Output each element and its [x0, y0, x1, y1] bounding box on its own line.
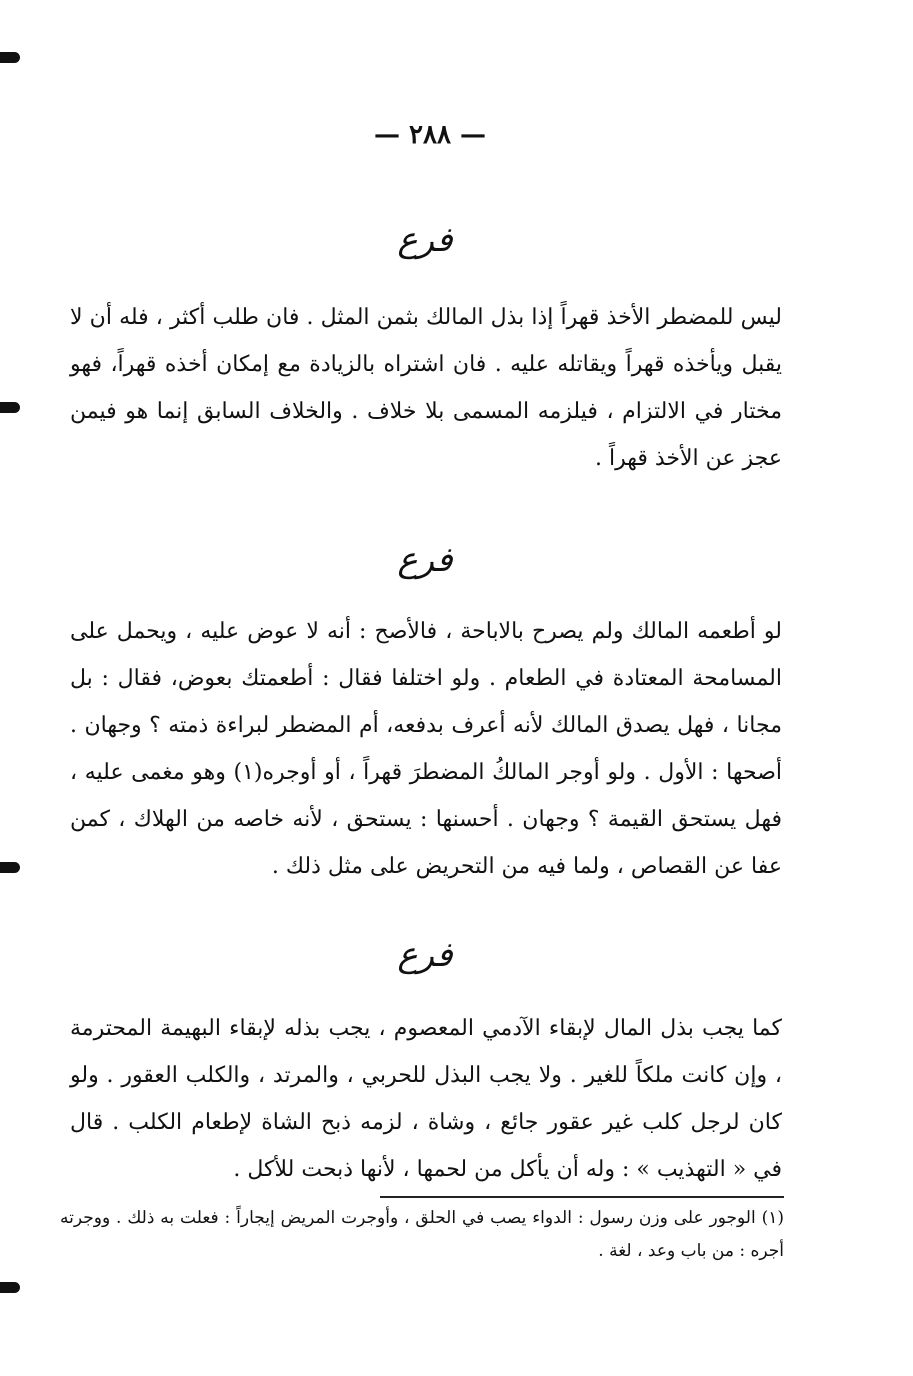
page-number: — ٢٨٨ — — [373, 120, 487, 150]
section-paragraph: لو أطعمه المالك ولم يصرح بالاباحة ، فالأصح : أنه لا عوض عليه ، ويحمل على المسامحة المعتادة في الطعام . ولو اختلفا فقال : أطعمتك بعوض، فقال : بل مجانا ، فهل يصدق المالك لأنه أعرف بدفعه، أم المضطر لبراءة ذمته ؟ وجهان . أصحها : الأول . ولو أوجر المالكُ المضطرَ قهراً ، أو أوجره(١) وهو مغمى عليه ، فهل يستحق القيمة ؟ وجهان . أحسنها : يستحق ، لأنه خاصه من الهلاك ، كمن عفا عن القصاص ، ولما فيه من التحريض على مثل ذلك . — [70, 619, 782, 879]
section-paragraph: ليس للمضطر الأخذ قهراً إذا بذل المالك بثمن المثل . فان طلب أكثر ، فله أن لا يقبل ويأخذه قهراً ويقاتله عليه . فان اشتراه بالزيادة مع إمكان أخذه قهراً، فهو مختار في الالتزام ، فيلزمه المسمى بلا خلاف . والخلاف السابق إنما هو فيمن عجز عن الأخذ قهراً . — [70, 305, 782, 471]
scan-edge-mark — [0, 1282, 20, 1293]
section-heading: فرع — [397, 220, 453, 260]
section-heading: فرع — [397, 540, 453, 580]
scan-edge-mark — [0, 52, 20, 63]
footnote: (١) الوجور على وزن رسول : الدواء يصب في الحلق ، وأوجرت المريض إيجاراً : فعلت به ذلك . ووجرته أجره : من باب وعد ، لغة . — [60, 1208, 784, 1261]
section-heading: فرع — [397, 935, 453, 975]
section-paragraph: كما يجب بذل المال لإبقاء الآدمي المعصوم ، يجب بذله لإبقاء البهيمة المحترمة ، وإن كانت ملكاً للغير . ولا يجب البذل للحربي ، والمرتد ، والكلب العقور . ولو كان لرجل كلب غير عقور جائع ، وشاة ، لزمه ذبح الشاة لإطعام الكلب . قال في « التهذيب » : وله أن يأكل من لحمها ، لأنها ذبحت للأكل . — [70, 1016, 782, 1182]
scan-edge-mark — [0, 862, 20, 873]
footnote-divider — [380, 1196, 784, 1198]
scan-edge-mark — [0, 402, 20, 413]
